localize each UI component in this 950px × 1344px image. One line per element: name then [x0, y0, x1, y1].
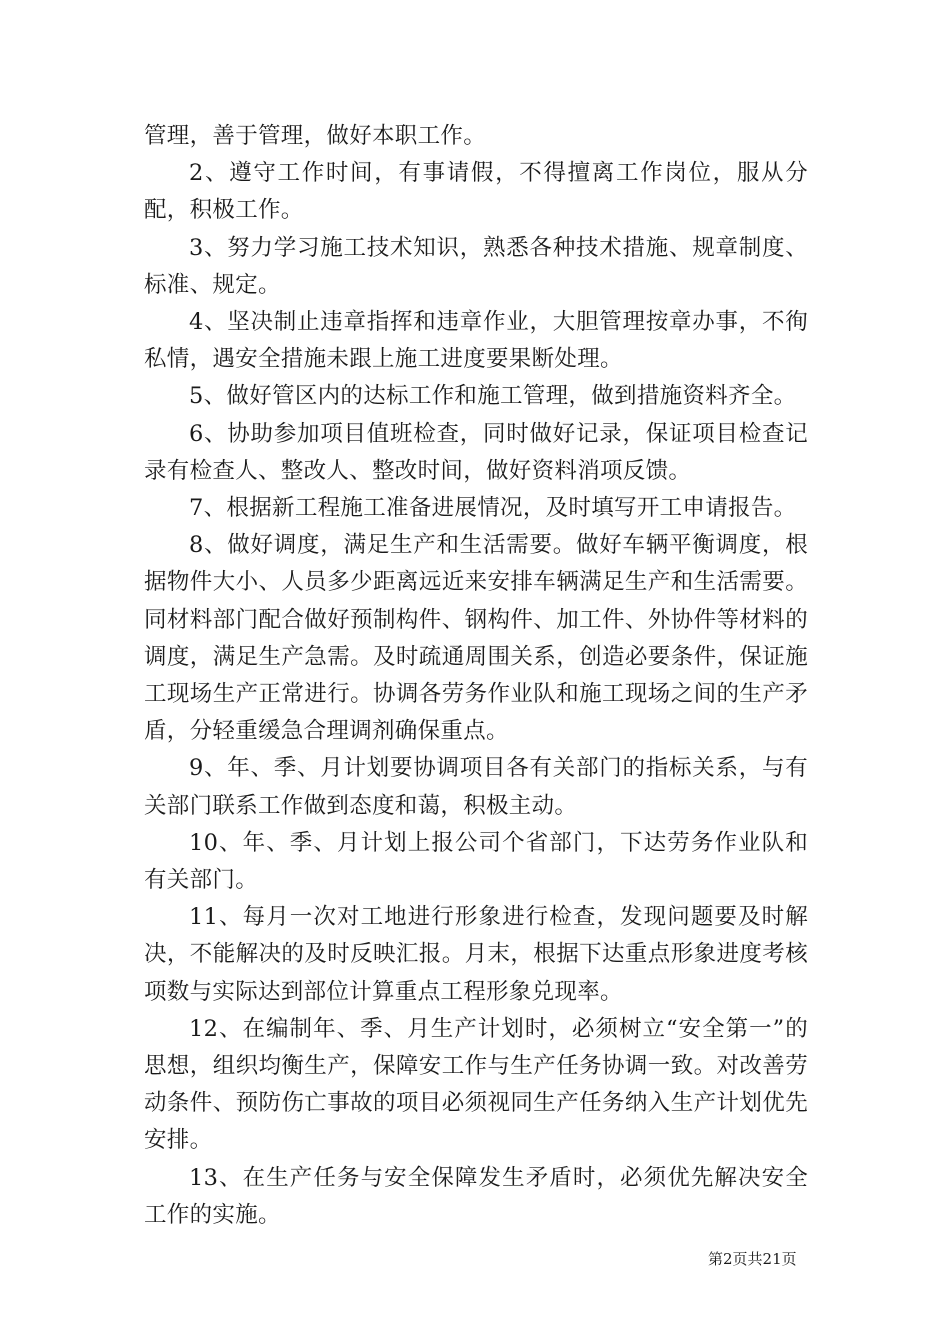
- paragraph: 3、努力学习施工技术知识，熟悉各种技术措施、规章制度、标准、规定。: [144, 234, 808, 298]
- paragraph: 2、遵守工作时间，有事请假，不得擅离工作岗位，服从分配，积极工作。: [144, 160, 808, 224]
- paragraph: 6、协助参加项目值班检查，同时做好记录，保证项目检查记录有检查人、整改人、整改时间，做好资料消项反馈。: [144, 420, 808, 484]
- paragraph: 11、每月一次对工地进行形象进行检查，发现问题要及时解决，不能解决的及时反映汇报。月末，根据下达重点形象进度考核项数与实际达到部位计算重点工程形象兑现率。: [144, 904, 808, 1005]
- document-body: [144, 118, 808, 1234]
- paragraph: 5、做好管区内的达标工作和施工管理，做到措施资料齐全。: [189, 383, 797, 410]
- paragraph: 管理，善于管理，做好本职工作。: [144, 123, 487, 149]
- paragraph: 9、年、季、月计划要协调项目各有关部门的指标关系，与有关部门联系工作做到态度和蔼，积极主动。: [144, 755, 808, 819]
- paragraph: 4、坚决制止违章指挥和违章作业，大胆管理按章办事，不徇私情，遇安全措施未跟上施工进度要果断处理。: [144, 309, 808, 373]
- paragraph: 10、年、季、月计划上报公司个省部门，下达劳务作业队和有关部门。: [144, 829, 808, 894]
- paragraph: 7、根据新工程施工准备进展情况，及时填写开工申请报告。: [189, 495, 797, 522]
- paragraph: 13、在生产任务与安全保障发生矛盾时，必须优先解决安全工作的实施。: [144, 1164, 808, 1228]
- paragraph: 8、做好调度，满足生产和生活需要。做好车辆平衡调度，根据物件大小、人员多少距离远近来安排车辆满足生产和生活需要。同材料部门配合做好预制构件、钢构件、加工件、外协件等材料的调度，满足生产急需。及时疏通周围关系，创造必要条件，保证施工现场生产正常进行。协调各劳务作业队和施工现场之间的生产矛盾，分轻重缓急合理调剂确保重点。: [144, 532, 808, 745]
- paragraph: 12、在编制年、季、月生产计划时，必须树立“安全第一”的思想，组织均衡生产，保障安工作与生产任务协调一致。对改善劳动条件、预防伤亡事故的项目必须视同生产任务纳入生产计划优先安排。: [144, 1015, 808, 1154]
- page-number: 第2页共21页: [708, 1250, 797, 1268]
